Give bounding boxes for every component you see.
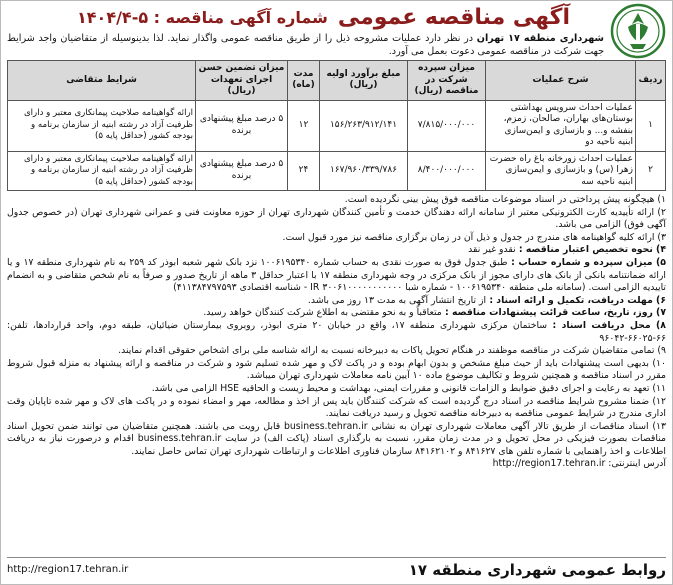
cell-guarantee: ۵ درصد مبلغ پیشنهادی برنده xyxy=(196,100,288,151)
clause-item: ۴) نحوه تخصیص اعتبار مناقصه : نقدو غیر نقد xyxy=(468,244,666,256)
clause-item: آدرس اینترنتی: http://region17.tehran.ir xyxy=(492,458,666,470)
table-row xyxy=(8,100,666,151)
notice-title: آگهی مناقصه عمومی xyxy=(337,4,570,30)
col-conditions: شرایط متقاضی xyxy=(8,61,196,101)
cell-deposit: ۷/۸۱۵/۰۰۰/۰۰۰ xyxy=(408,100,486,151)
footer-website-link[interactable]: http://region17.tehran.ir xyxy=(7,564,129,575)
cell-description: عملیات احداث زورخانه باغ راه حضرت زهرا (س) و بازسازی و ایمن‌سازی ابنیه ناحیه سه xyxy=(486,151,636,191)
clause-item: ۲) ارائه تأییدیه کارت الکترونیکی معتبر از سامانه ارائه دهندگان خدمت و تأمین کنندگان شهرداری تهران از حوزه معاونت فنی و عمرانی شهرداری تهران (در خصوص جدول آگهی فوق) الزامی می باشد. xyxy=(7,206,666,231)
tender-table xyxy=(7,60,666,191)
clause-item: ۱۳) اسناد مناقصات از طریق تالار آگهی معاملات شهرداری تهران به نشانی business.tehran.ir قابل رویت می باشند. همچنین متقاضیان می توانند ضمن تحویل اسناد مناقصات بصورت فیزیکی در محل تحویل و در مدت زمان مقرر، نسبت به بارگذاری اسناد (پاکت الف) در سایت business.tehran.ir اقدام و درصورت نیاز به دریافت اطلاعات و اخذ راهنمایی با شماره تلفن های ۸۴۱۶۲۷ و ۸۴۱۶۲۱۰۲ سازمان فناوری اطلاعات و ارتباطات شهرداری تهران تماس حاصل نمایند. xyxy=(7,420,667,457)
clause-item: ۶) مهلت دریافت، تکمیل و ارائه اسناد : از تاریخ انتشار آگهی به مدت ۱۳ روز می باشد. xyxy=(307,294,666,306)
clause-item: ۸) محل دریافت اسناد : ساختمان مرکزی شهرداری منطقه ۱۷، واقع در خیابان ۲۰ متری ابوذر، روبروی بیمارستان ضیائیان، طبقه دوم، واحد قراردادها، تلفن: ۶۶-۶۶۰۲۵-۹۶۰۴۲ xyxy=(7,319,666,344)
cell-conditions: ارائه گواهینامه صلاحیت پیمانکاری معتبر و دارای ظرفیت آزاد در رشته ابنیه از سازمان برنامه و بودجه کشور (حداقل پایه ۵) xyxy=(8,151,196,191)
clause-item: ۵) میزان سپرده و شماره حساب : طبق جدول فوق به صورت نقدی به حساب شماره ۱۰۰۶۱۹۵۳۴۰ نزد بانک شهر شعبه ابوذر کد ۲۵۹ به نام شهرداری منطقه ۱۷ و یا ارائه ضمانتنامه بانکی از بانک های دارای مجوز از بانک مرکزی در وجه شهرداری منطقه ۱۷ با اعتبار حداقل ۳ ماهه از تاریخ صدور و صرفاً به نام شخص متقاضی و به انضمام تاییدیه الزامی است. (سامانه ملی منطقه ۱۰۰۶۱۹۵۳۴۰ - شماره شبا IR ۳۰۰۶۱۰۰۰۰۰۰۰۰۰۰۰ - شناسه اقتصادی ۴۱۱۳۸۴۷۹۷۵۹۳) xyxy=(7,256,666,294)
cell-description: عملیات احداث سرویس بهداشتی بوستان‌های بهاران، صالحان، زمزم، بنفشه و... و بازسازی و ایمن‌سازی ابنیه ناحیه دو xyxy=(486,100,636,151)
notice-header xyxy=(7,4,666,58)
footer-organization: روابط عمومی شهرداری منطقه ۱۷ xyxy=(408,560,666,579)
tender-number: شماره آگهی مناقصه : ۵-۱۴۰۴/۴ xyxy=(77,7,328,27)
intro-bold: شهرداری منطقه ۱۷ تهران xyxy=(476,33,604,44)
cell-conditions: ارائه گواهینامه صلاحیت پیمانکاری معتبر و دارای ظرفیت آزاد در رشته ابنیه از سازمان برنامه و بودجه کشور (حداقل پایه ۵) xyxy=(8,100,196,151)
clause-item: ۷) روز، تاریخ، ساعت قرائت پیشنهادات مناقصه : متعاقباً و به نحو مقتضی به اطلاع شرکت کنندگان خواهد رسید. xyxy=(203,307,666,319)
clause-item: ۳) ارائه کلیه گواهینامه های مندرج در جدول و ذیل آن در زمان برگزاری مناقصه نیز مورد قبول است. xyxy=(282,231,666,243)
clause-item: ۱) هیچگونه پیش پرداختی در اسناد موضوعات مناقصه فوق پیش بینی نگردیده است. xyxy=(344,194,666,205)
intro-paragraph xyxy=(7,32,666,58)
cell-guarantee: ۵ درصد مبلغ پیشنهادی برنده xyxy=(196,151,288,191)
col-guarantee: میزان تضمین حسن اجرای تعهدات (ریال) xyxy=(196,61,288,101)
clauses-list xyxy=(7,194,666,471)
intro-text: در نظر دارد عملیات مشروحه ذیل را از طریق مناقصه عمومی واگذار نماید. لذا بدینوسیله از متقاضیان واجد شرایط جهت شرکت در مناقصه عمومی دعوت بعمل می آورد. xyxy=(7,33,604,57)
cell-estimate: ۱۵۶/۲۶۳/۹۱۲/۱۴۱ xyxy=(320,100,408,151)
clause-item: ۱۱) تعهد به رعایت و اجرای دقیق ضوابط و الزامات قانونی و مقررات ایمنی، بهداشت و محیط زیست و الحاقیه HSE الزامی می باشد. xyxy=(151,382,666,394)
col-deposit: میزان سپرده شرکت در مناقصه (ریال) xyxy=(408,61,486,101)
cell-deposit: ۸/۴۰۰/۰۰۰/۰۰۰ xyxy=(408,151,486,191)
col-estimate: مبلغ برآورد اولیه (ریال) xyxy=(320,61,408,101)
cell-duration: ۱۲ xyxy=(288,100,320,151)
notice-footer xyxy=(7,557,666,581)
clause-item: ۱۰) بدیهی است پیشنهادات باید از حیث مبلغ مشخص و بدون ابهام بوده و در پاکت لاک و مهر شده تسلیم شود و شرکت در مناقصه و ارائه پیشنهاد به منزله قبول شروط مقرر در اسناد مناقصه و همچنین شروط و تکالیف موضوع ماده ۱۰ آیین نامه معاملات شهرداری تهران میباشد. xyxy=(7,357,666,382)
cell-row-no: ۱ xyxy=(636,100,666,151)
col-row-no: ردیف xyxy=(636,61,666,101)
cell-estimate: ۱۶۷/۹۶۰/۳۳۹/۷۸۶ xyxy=(320,151,408,191)
cell-duration: ۲۴ xyxy=(288,151,320,191)
clause-item: ۱۲) ضمنا مشروح شرایط مناقصه در اسناد درج گردیده است که شرکت کنندگان باید پس از اخذ و مطالعه، مهر و امضاء نموده و در پاکت های لاک و مهر شده تاپایان وقت اداری مندرج در شرایط عمومی مناقصه به دبیرخانه مناقصه تحویل و رسید دریافت نمایند. xyxy=(7,395,666,420)
table-row xyxy=(8,151,666,191)
clause-item: ۹) تمامی متقاضیان شرکت در مناقصه موظفند در هنگام تحویل پاکات به دبیرخانه نسبت به ارائه شناسه ملی برای اشخاص حقوقی اقدام نمایند. xyxy=(118,345,666,357)
col-duration: مدت (ماه) xyxy=(288,61,320,101)
table-header-row xyxy=(8,61,666,101)
cell-row-no: ۲ xyxy=(636,151,666,191)
col-description: شرح عملیات xyxy=(486,61,636,101)
